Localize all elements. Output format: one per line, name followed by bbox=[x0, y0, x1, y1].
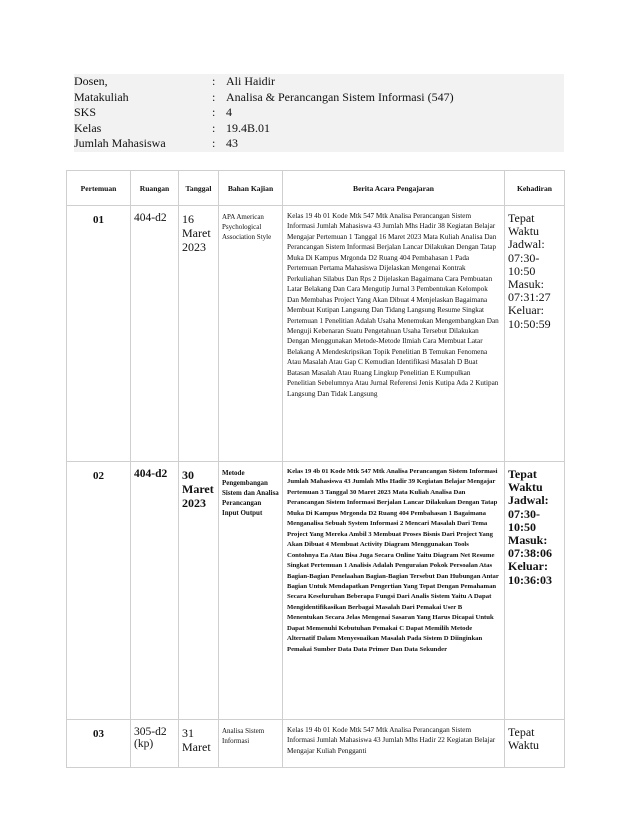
tanggal-cell: 30 Maret 2023 bbox=[179, 462, 219, 720]
info-value: 19.4B.01 bbox=[226, 120, 271, 135]
info-value: Analisa & Perancangan Sistem Informasi (547) bbox=[226, 89, 454, 104]
pertemuan-number: 02 bbox=[67, 462, 131, 720]
berita-acara-cell: Kelas 19 4b 01 Kode Mtk 547 Mtk Analisa Perancangan Sistem Informasi Jumlah Mahasiswa 43 Jumlah Mhs Hadir 22 Kegiatan Belajar Mengajar Kuliah Pengganti bbox=[283, 720, 505, 768]
kehadiran-status: Tepat Waktu bbox=[508, 211, 540, 239]
bahan-kajian-cell: Analisa Sistem Informasi bbox=[219, 720, 283, 768]
pertemuan-number: 03 bbox=[67, 720, 131, 768]
bahan-kajian-cell: APA American Psychological Association Style bbox=[219, 206, 283, 462]
table-row bbox=[67, 462, 565, 720]
info-separator: : bbox=[212, 105, 216, 119]
info-value: 4 bbox=[226, 105, 232, 119]
berita-acara-cell: Kelas 19 4b 01 Kode Mtk 547 Mtk Analisa Perancangan Sistem Informasi Jumlah Mahasiswa 43 Jumlah Mhs Hadir 39 Kegiatan Belajar Mengajar Pertemuan 3 Tanggal 30 Maret 2023 Mata Kuliah Analisa Dan Perancangan Sistem Informasi Berjalan Lancar Dilakukan Dengan Tatap Muka Di Kampus Mrgonda D2 Ruang 404 Pembahasan 1 Bagaimana Menganalisa Sebuah System Informasi 2 Mencari Masalah Dari Tema Project Yang Mereka Ambil 3 Membuat Proses Bisnis Dari Project Yang Akan Dibuat 4 Membuat Activity Diagram Menggunakan Tools Contohnya Ea Atau Bisa Juga Secara Online Yaitu Diagram Net Resume Singkat Pertemuan 1 Analisis Adalah Penguraian Pokok Persoalan Atas Bagian-Bagian Penelaahan Bagian-Bagian Tersebut Dan Hubungan Antar Bagian Untuk Mendapatkan Pengertian Yang Tepat Dengan Pemahaman Secara Keseluruhan Beberapa Fungsi Dari Analis Sistem Yaitu A Dapat Mengidentifikasikan Berbagai Masalah Dari Pemakai User B Menentukan Secara Jelas Mengenai Sasaran Yang Harus Dicapai Untuk Dapat Memenuhi Kebutuhan Pemakai C Dapat Memilih Metode Alternatif Dalam Menyesuaikan Masalah Pada Sistem D Diinginkan Pemakai Sumber Data Data Primer Dan Data Sekunder bbox=[283, 462, 505, 720]
header-pertemuan: Pertemuan bbox=[67, 171, 131, 206]
kehadiran-status: Tepat Waktu bbox=[508, 467, 543, 495]
header-kehadiran: Kehadiran bbox=[505, 171, 565, 206]
kehadiran-keluar: Keluar: 10:50:59 bbox=[508, 303, 551, 331]
ruangan-cell: 305-d2 (kp) bbox=[131, 720, 179, 768]
info-row-matakuliah bbox=[74, 90, 564, 106]
kehadiran-jadwal: Jadwal: 07:30-10:50 bbox=[508, 493, 549, 534]
info-separator: : bbox=[212, 120, 216, 135]
info-row-dosen bbox=[74, 74, 564, 90]
kehadiran-cell bbox=[505, 462, 565, 720]
info-value: 43 bbox=[226, 136, 238, 150]
table-row bbox=[67, 206, 565, 462]
pertemuan-number: 01 bbox=[67, 206, 131, 462]
info-label: Matakuliah bbox=[74, 89, 129, 104]
ruangan-cell: 404-d2 bbox=[131, 462, 179, 720]
table-row bbox=[67, 720, 565, 768]
tanggal-cell: 16 Maret 2023 bbox=[179, 206, 219, 462]
info-label: Dosen, bbox=[74, 74, 108, 88]
info-row-kelas bbox=[74, 121, 564, 137]
info-separator: : bbox=[212, 89, 216, 104]
info-row-jumlah-mahasiswa bbox=[74, 136, 564, 152]
kehadiran-keluar: Keluar: 10:36:03 bbox=[508, 559, 552, 587]
header-tanggal: Tanggal bbox=[179, 171, 219, 206]
info-separator: : bbox=[212, 74, 216, 88]
course-info bbox=[74, 74, 564, 152]
kehadiran-status: Tepat Waktu bbox=[508, 725, 540, 753]
info-label: Kelas bbox=[74, 120, 102, 135]
kehadiran-masuk: Masuk: 07:31:27 bbox=[508, 277, 551, 305]
header-berita-acara: Berita Acara Pengajaran bbox=[283, 171, 505, 206]
tanggal-cell: 31 Maret bbox=[179, 720, 219, 768]
kehadiran-cell bbox=[505, 206, 565, 462]
info-label: SKS bbox=[74, 105, 97, 119]
info-value: Ali Haidir bbox=[226, 74, 275, 88]
kehadiran-masuk: Masuk: 07:38:06 bbox=[508, 533, 552, 561]
kehadiran-cell bbox=[505, 720, 565, 768]
attendance-table bbox=[66, 170, 565, 768]
info-separator: : bbox=[212, 136, 216, 150]
ruangan-cell: 404-d2 bbox=[131, 206, 179, 462]
berita-acara-cell: Kelas 19 4b 01 Kode Mtk 547 Mtk Analisa Perancangan Sistem Informasi Jumlah Mahasiswa 43 Jumlah Mhs Hadir 38 Kegiatan Belajar Mengajar Pertemuan 1 Tanggal 16 Maret 2023 Mata Kuliah Analisa Dan Perancangan Sistem Informasi Berjalan Lancar Dilakukan Dengan Tatap Muka Di Kampus Mrgonda D2 Ruang 404 Pembahasan 1 Pada Pertemuan Pertama Mahasiswa Dijelaskan Mengenai Kontrak Perkuliahan Silabus Dan Rps 2 Dijelaskan Bagaimana Cara Pembuatan Latar Belakang Dan Cara Mengutip Jurnal 3 Pembentukan Kelompok Dan Membahas Project Yang Akan Dibuat 4 Menjelaskan Bagaimana Membuat Kutipan Langsung Dan Tidang Langsung Resume Singkat Pertemuan 1 Penelitian Adalah Usaha Menemukan Mengembangkan Dan Menguji Kebenaran Suatu Pengetahuan Usaha Tersebut Dilakukan Dengan Menggunakan Metode-Metode Ilmiah Cara Membuat Latar Belakang A Mendeskripsikan Topik Penelitian B Temukan Fenomena Atau Masalah Atau Gap C Kemudian Identifikasi Masalah D Buat Batasan Masalah Atau Ruang Lingkup Penelitian E Kumpulkan Penelitian Sebelumnya Atau Jurnal Referensi Jenis Kutipa Ada 2 Kutipan Langsung Dan Tidak Langsung bbox=[283, 206, 505, 462]
kehadiran-jadwal: Jadwal: 07:30-10:50 bbox=[508, 237, 545, 278]
table-header-row bbox=[67, 171, 565, 206]
header-bahan-kajian: Bahan Kajian bbox=[219, 171, 283, 206]
info-row-sks bbox=[74, 105, 564, 121]
info-label: Jumlah Mahasiswa bbox=[74, 136, 166, 150]
bahan-kajian-cell: Metode Pengembangan Sistem dan Analisa Perancangan Input Output bbox=[219, 462, 283, 720]
header-ruangan: Ruangan bbox=[131, 171, 179, 206]
